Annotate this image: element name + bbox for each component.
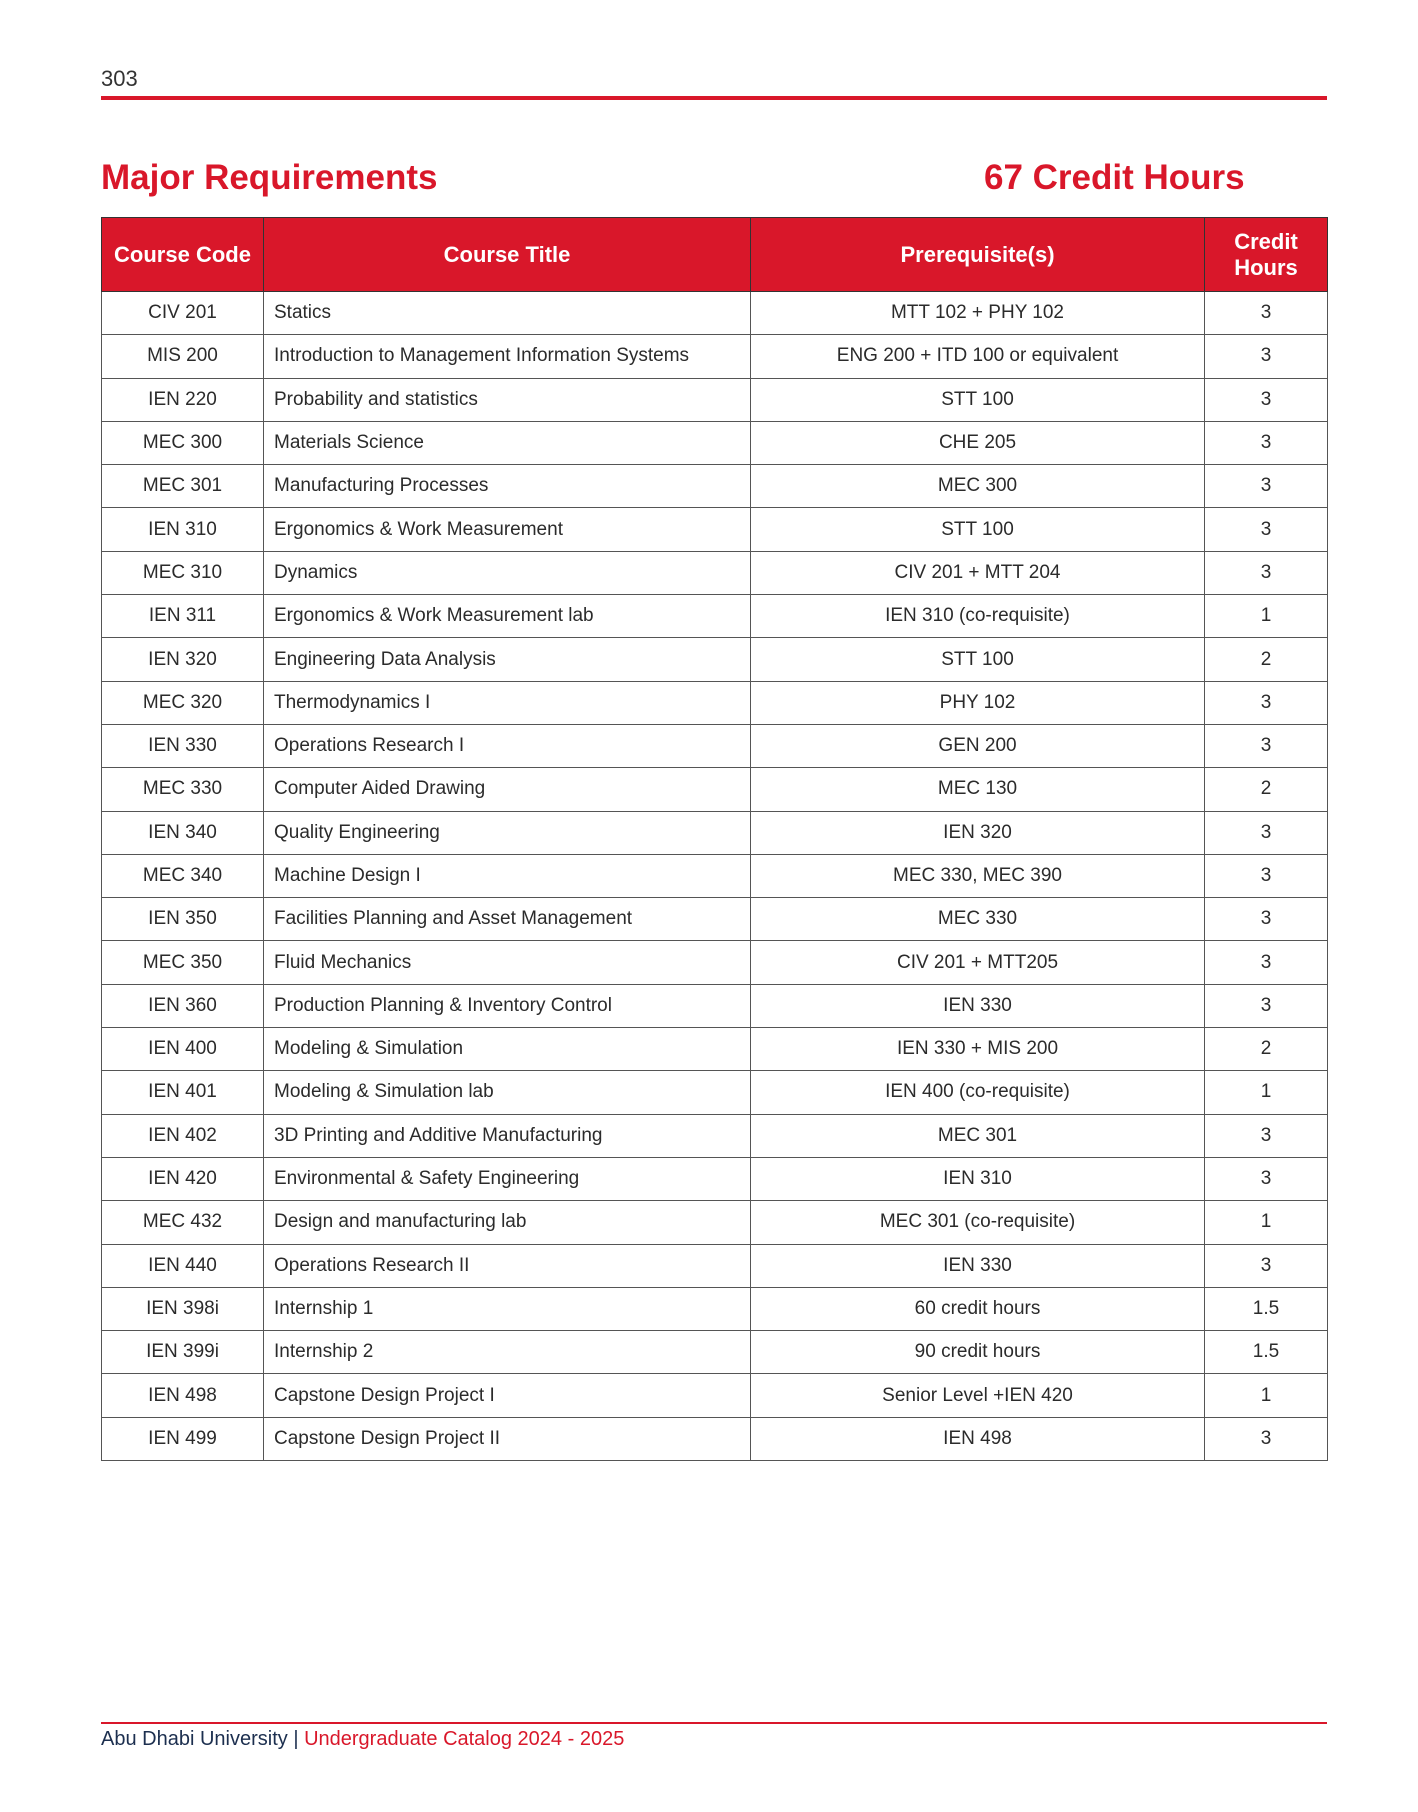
cell-course-title: Machine Design I [264,854,751,897]
table-header-row [102,218,1328,292]
cell-course-title: Facilities Planning and Asset Management [264,898,751,941]
cell-credit-hours: 3 [1205,984,1328,1027]
cell-prerequisites: IEN 400 (co-requisite) [751,1071,1205,1114]
cell-course-code: IEN 440 [102,1244,264,1287]
cell-course-title: Materials Science [264,421,751,464]
cell-course-title: Internship 1 [264,1287,751,1330]
cell-course-title: Design and manufacturing lab [264,1201,751,1244]
cell-credit-hours: 3 [1205,1157,1328,1200]
cell-course-title: 3D Printing and Additive Manufacturing [264,1114,751,1157]
cell-course-code: IEN 310 [102,508,264,551]
cell-credit-hours: 3 [1205,898,1328,941]
table-row [102,378,1328,421]
cell-course-code: IEN 400 [102,1028,264,1071]
cell-course-code: IEN 350 [102,898,264,941]
table-row [102,984,1328,1027]
header-credit-line1: Credit [1234,229,1298,255]
cell-credit-hours: 3 [1205,551,1328,594]
cell-course-code: IEN 220 [102,378,264,421]
cell-credit-hours: 3 [1205,1114,1328,1157]
cell-course-title: Probability and statistics [264,378,751,421]
cell-prerequisites: ENG 200 + ITD 100 or equivalent [751,335,1205,378]
cell-prerequisites: MEC 300 [751,465,1205,508]
table-row [102,421,1328,464]
table-row [102,595,1328,638]
cell-course-title: Fluid Mechanics [264,941,751,984]
cell-course-code: IEN 311 [102,595,264,638]
cell-prerequisites: MEC 130 [751,768,1205,811]
cell-prerequisites: MEC 301 (co-requisite) [751,1201,1205,1244]
page-number: 303 [101,66,138,91]
cell-course-code: IEN 401 [102,1071,264,1114]
cell-prerequisites: GEN 200 [751,724,1205,767]
cell-course-code: MEC 350 [102,941,264,984]
cell-course-code: MEC 301 [102,465,264,508]
cell-credit-hours: 3 [1205,1244,1328,1287]
table-row [102,335,1328,378]
table-row [102,1331,1328,1374]
table-row [102,1071,1328,1114]
cell-course-title: Environmental & Safety Engineering [264,1157,751,1200]
cell-prerequisites: STT 100 [751,378,1205,421]
cell-credit-hours: 1 [1205,595,1328,638]
cell-course-title: Operations Research II [264,1244,751,1287]
cell-course-title: Dynamics [264,551,751,594]
cell-credit-hours: 3 [1205,292,1328,335]
cell-course-title: Production Planning & Inventory Control [264,984,751,1027]
cell-credit-hours: 3 [1205,421,1328,464]
cell-course-title: Statics [264,292,751,335]
cell-course-code: MEC 310 [102,551,264,594]
footer-university: Abu Dhabi University [101,1728,288,1750]
table-row [102,811,1328,854]
header-credit-line2: Hours [1234,254,1298,280]
cell-course-code: MEC 300 [102,421,264,464]
table-row [102,724,1328,767]
table-row [102,508,1328,551]
footer-divider [101,1722,1327,1724]
table-row [102,551,1328,594]
cell-credit-hours: 1.5 [1205,1287,1328,1330]
credit-total: 67 Credit Hours [984,158,1245,197]
cell-course-code: IEN 320 [102,638,264,681]
cell-prerequisites: IEN 330 + MIS 200 [751,1028,1205,1071]
cell-course-title: Manufacturing Processes [264,465,751,508]
table-row [102,1028,1328,1071]
cell-prerequisites: CHE 205 [751,421,1205,464]
cell-prerequisites: CIV 201 + MTT205 [751,941,1205,984]
cell-course-title: Capstone Design Project I [264,1374,751,1417]
cell-credit-hours: 3 [1205,378,1328,421]
cell-credit-hours: 3 [1205,681,1328,724]
table-row [102,898,1328,941]
cell-prerequisites: IEN 330 [751,1244,1205,1287]
section-title: Major Requirements [101,158,438,197]
cell-credit-hours: 3 [1205,1417,1328,1460]
cell-credit-hours: 3 [1205,854,1328,897]
footer-separator: | [293,1728,299,1750]
table-row [102,1157,1328,1200]
table-row [102,681,1328,724]
cell-credit-hours: 3 [1205,811,1328,854]
cell-credit-hours: 1.5 [1205,1331,1328,1374]
cell-course-title: Modeling & Simulation [264,1028,751,1071]
cell-credit-hours: 3 [1205,335,1328,378]
table-row [102,768,1328,811]
cell-credit-hours: 2 [1205,1028,1328,1071]
cell-course-code: IEN 330 [102,724,264,767]
cell-prerequisites: CIV 201 + MTT 204 [751,551,1205,594]
cell-credit-hours: 2 [1205,768,1328,811]
cell-course-code: IEN 340 [102,811,264,854]
cell-prerequisites: STT 100 [751,638,1205,681]
cell-course-code: IEN 402 [102,1114,264,1157]
cell-course-title: Operations Research I [264,724,751,767]
cell-credit-hours: 2 [1205,638,1328,681]
cell-course-code: IEN 498 [102,1374,264,1417]
cell-prerequisites: PHY 102 [751,681,1205,724]
cell-prerequisites: 90 credit hours [751,1331,1205,1374]
table-row [102,638,1328,681]
cell-course-title: Ergonomics & Work Measurement lab [264,595,751,638]
cell-prerequisites: IEN 498 [751,1417,1205,1460]
cell-credit-hours: 3 [1205,465,1328,508]
cell-course-code: IEN 399i [102,1331,264,1374]
table-row [102,1114,1328,1157]
footer-catalog: Undergraduate Catalog 2024 - 2025 [304,1728,625,1750]
table-row [102,854,1328,897]
cell-prerequisites: Senior Level +IEN 420 [751,1374,1205,1417]
cell-course-code: MIS 200 [102,335,264,378]
cell-course-code: MEC 432 [102,1201,264,1244]
cell-prerequisites: MEC 330, MEC 390 [751,854,1205,897]
cell-credit-hours: 1 [1205,1201,1328,1244]
header-course-code: Course Code [102,218,264,292]
header-credit-hours [1205,218,1328,292]
cell-course-code: MEC 340 [102,854,264,897]
cell-course-code: IEN 398i [102,1287,264,1330]
table-row [102,1417,1328,1460]
cell-course-title: Modeling & Simulation lab [264,1071,751,1114]
requirements-table [101,217,1328,1461]
cell-course-title: Internship 2 [264,1331,751,1374]
cell-course-code: IEN 420 [102,1157,264,1200]
table-row [102,941,1328,984]
cell-prerequisites: 60 credit hours [751,1287,1205,1330]
cell-course-code: CIV 201 [102,292,264,335]
cell-course-title: Engineering Data Analysis [264,638,751,681]
cell-credit-hours: 3 [1205,941,1328,984]
cell-course-title: Computer Aided Drawing [264,768,751,811]
cell-credit-hours: 1 [1205,1374,1328,1417]
cell-prerequisites: IEN 310 (co-requisite) [751,595,1205,638]
cell-course-code: MEC 320 [102,681,264,724]
table-row [102,465,1328,508]
cell-course-title: Thermodynamics I [264,681,751,724]
footer [101,1728,624,1751]
cell-credit-hours: 3 [1205,724,1328,767]
cell-course-code: MEC 330 [102,768,264,811]
cell-credit-hours: 3 [1205,508,1328,551]
table-row [102,1287,1328,1330]
cell-prerequisites: MEC 301 [751,1114,1205,1157]
cell-prerequisites: IEN 320 [751,811,1205,854]
header-divider [101,96,1327,100]
cell-course-code: IEN 360 [102,984,264,1027]
table-row [102,1201,1328,1244]
cell-prerequisites: STT 100 [751,508,1205,551]
cell-course-code: IEN 499 [102,1417,264,1460]
cell-course-title: Capstone Design Project II [264,1417,751,1460]
header-course-title: Course Title [264,218,751,292]
cell-course-title: Introduction to Management Information Systems [264,335,751,378]
cell-course-title: Quality Engineering [264,811,751,854]
cell-credit-hours: 1 [1205,1071,1328,1114]
cell-course-title: Ergonomics & Work Measurement [264,508,751,551]
cell-prerequisites: IEN 310 [751,1157,1205,1200]
cell-prerequisites: IEN 330 [751,984,1205,1027]
cell-prerequisites: MEC 330 [751,898,1205,941]
table-row [102,292,1328,335]
table-row [102,1244,1328,1287]
cell-prerequisites: MTT 102 + PHY 102 [751,292,1205,335]
table-row [102,1374,1328,1417]
header-prerequisites: Prerequisite(s) [751,218,1205,292]
